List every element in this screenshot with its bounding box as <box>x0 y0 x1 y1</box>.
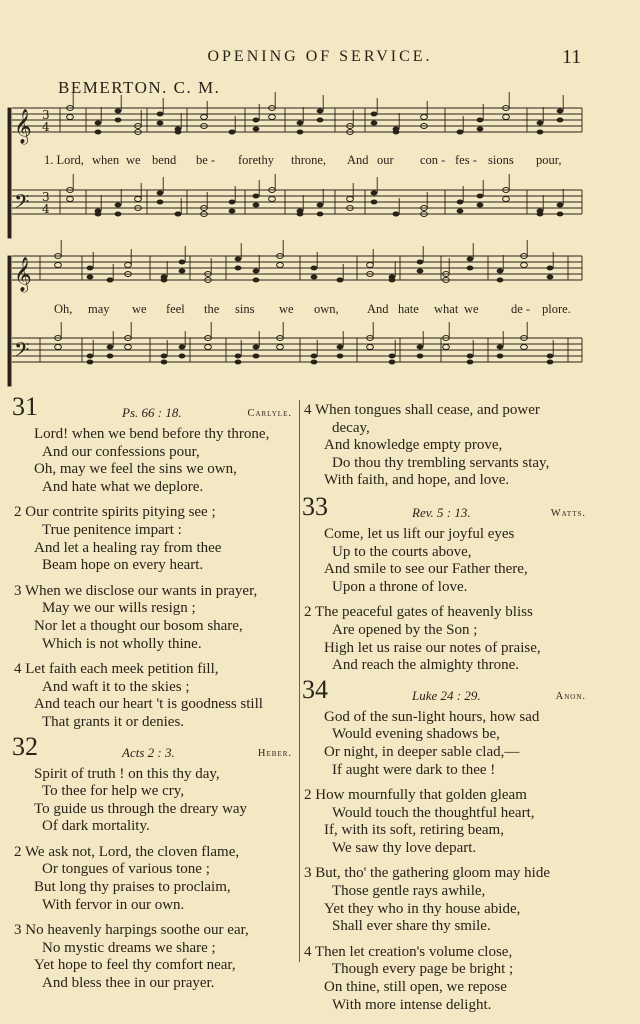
note-head <box>125 263 132 268</box>
note-head <box>371 191 378 196</box>
note-head <box>311 354 318 359</box>
note-head <box>161 278 168 283</box>
note-head <box>457 130 464 135</box>
note-head <box>477 203 484 208</box>
verse-line: 2 Our contrite spirits pitying see ; <box>14 504 216 521</box>
verse-line: Come, let us lift our joyful eyes <box>324 525 515 542</box>
note-head <box>253 345 260 350</box>
note-head <box>55 345 62 350</box>
verse-line: On thine, still open, we repose <box>324 979 507 996</box>
verse-line: And teach our heart 't is goodness still <box>34 696 263 713</box>
note-head <box>125 345 132 350</box>
lyric-syllable: hate <box>398 302 419 316</box>
note-head <box>317 203 324 208</box>
hymn-number: 32 <box>12 731 38 761</box>
verse-line: Or tongues of various tone ; <box>42 861 210 878</box>
time-sig-top: 3 <box>42 108 50 122</box>
lyric-syllable: we <box>132 302 147 316</box>
note-head <box>311 360 318 365</box>
note-head <box>179 354 186 359</box>
lyric-syllable: feel <box>166 302 185 316</box>
verse-line: With faith, and hope, and love. <box>324 472 510 489</box>
note-head <box>95 212 102 217</box>
note-head <box>457 200 464 205</box>
lyric-syllable: we <box>126 153 141 167</box>
note-head <box>205 345 212 350</box>
bass-clef: 𝄢 <box>14 338 30 366</box>
note-head <box>317 118 324 123</box>
tune-title: BEMERTON. C. M. <box>58 78 221 97</box>
system-brace <box>8 108 11 238</box>
note-head <box>547 275 554 280</box>
verse-line: To thee for help we cry, <box>42 783 185 800</box>
note-head <box>157 121 164 126</box>
note-head <box>253 118 260 123</box>
note-head <box>557 118 564 123</box>
hymn-author: Carlyle. <box>247 408 292 419</box>
verse-line: 2 The peaceful gates of heavenly bliss <box>304 604 533 621</box>
note-head <box>135 197 142 202</box>
verse-line: And let a healing ray from thee <box>34 539 222 556</box>
verse-line: No mystic dreams we share ; <box>42 939 216 956</box>
note-head <box>115 212 122 217</box>
note-head <box>371 121 378 126</box>
note-head <box>229 209 236 214</box>
note-head <box>311 266 318 271</box>
hymn-number: 33 <box>302 491 328 521</box>
note-head <box>467 266 474 271</box>
verse-line: And smile to see our Father there, <box>324 561 528 578</box>
verse-line: And waft it to the skies ; <box>42 678 190 695</box>
scripture-reference: Acts 2 : 3. <box>122 744 175 760</box>
note-head <box>393 212 400 217</box>
note-head <box>253 194 260 199</box>
note-head <box>467 257 474 262</box>
verse-line: Lord! when we bend before thy throne, <box>34 426 270 442</box>
verse-line: 2 How mournfully that golden gleam <box>304 787 527 804</box>
note-head <box>297 130 304 135</box>
lyric-syllable: be - <box>196 153 216 167</box>
note-head <box>277 345 284 350</box>
note-head <box>389 354 396 359</box>
hymn-author: Anon. <box>555 690 586 702</box>
verse-line: We saw thy love depart. <box>332 839 477 856</box>
note-head <box>253 354 260 359</box>
lyric-syllable: the <box>204 302 220 316</box>
note-head <box>317 109 324 114</box>
note-head <box>95 121 102 126</box>
note-head <box>235 257 242 262</box>
time-sig-bottom: 4 <box>42 202 50 216</box>
lyric-syllable: when <box>92 153 120 167</box>
note-head <box>417 269 424 274</box>
hymn-number: 34 <box>302 674 328 704</box>
lyric-syllable: con - <box>420 153 446 167</box>
verse-line: With fervor in our own. <box>42 896 185 913</box>
note-head <box>253 278 260 283</box>
lyric-syllable: own, <box>314 302 339 316</box>
note-head <box>521 345 528 350</box>
verse-line: Are opened by the Son ; <box>332 621 478 638</box>
verse-line: 4 When tongues shall cease, and power <box>304 402 540 418</box>
note-head <box>537 212 544 217</box>
time-sig-top: 3 <box>42 190 50 204</box>
verse-line: Nor let a thought our bosom share, <box>34 617 243 634</box>
note-head <box>175 212 182 217</box>
verse-line: And knowledge empty prove, <box>324 437 503 454</box>
note-head <box>157 191 164 196</box>
verse-line: Or night, in deeper sable clad,— <box>324 743 520 760</box>
note-head <box>367 263 374 268</box>
verse-line: 4 Let faith each meek petition fill, <box>14 661 219 678</box>
verse-line: 3 When we disclose our wants in prayer, <box>14 582 258 599</box>
right-column <box>304 402 586 1024</box>
verse-line: Would touch the thoughtful heart, <box>332 804 535 821</box>
note-head <box>175 130 182 135</box>
verse-line: 2 We ask not, Lord, the cloven flame, <box>14 843 240 860</box>
verse-line: And our confessions pour, <box>42 443 200 460</box>
note-head <box>337 278 344 283</box>
note-head <box>537 130 544 135</box>
lyric-syllable: de - <box>511 302 531 316</box>
note-head <box>389 360 396 365</box>
note-head <box>311 275 318 280</box>
note-head <box>497 354 504 359</box>
note-head <box>337 345 344 350</box>
verse-line: But long thy praises to proclaim, <box>34 879 231 896</box>
running-head: OPENING OF SERVICE. <box>207 48 433 65</box>
verse-line: And hate what we deplore. <box>42 478 204 495</box>
verse-line: Of dark mortality. <box>42 818 150 835</box>
note-head <box>557 203 564 208</box>
verse-line: May we our wills resign ; <box>42 600 196 617</box>
note-head <box>107 345 114 350</box>
note-head <box>229 200 236 205</box>
treble-clef: 𝄞 <box>14 109 32 144</box>
note-head <box>547 360 554 365</box>
verse-line: Yet they who in thy house abide, <box>324 900 521 917</box>
hymn-number: 31 <box>12 392 38 421</box>
scripture-reference: Ps. 66 : 18. <box>122 405 182 420</box>
note-head <box>393 130 400 135</box>
note-head <box>389 278 396 283</box>
note-head <box>115 118 122 123</box>
verse-line: 3 No heavenly harpings soothe our ear, <box>14 922 249 939</box>
verse-line: Beam hope on every heart. <box>42 557 204 574</box>
note-head <box>157 200 164 205</box>
verse-line: And reach the almighty throne. <box>332 657 520 674</box>
verse-line: Do thou thy trembling servants stay, <box>332 454 550 471</box>
note-head <box>547 266 554 271</box>
note-head <box>521 263 528 268</box>
note-head <box>107 278 114 283</box>
note-head <box>477 127 484 132</box>
note-head <box>477 194 484 199</box>
lyric-syllable: may <box>88 302 110 316</box>
note-head <box>547 354 554 359</box>
bass-clef: 𝄢 <box>14 190 30 218</box>
hymn-heading <box>302 491 586 526</box>
lyric-syllable: thy <box>258 153 274 167</box>
verse-line: Upon a throne of love. <box>332 578 468 595</box>
note-head <box>503 197 510 202</box>
note-head <box>297 121 304 126</box>
note-head <box>253 127 260 132</box>
verse-line: Yet hope to feel thy comfort near, <box>34 957 236 974</box>
note-head <box>157 112 164 117</box>
verse-line: True penitence impart : <box>42 521 182 538</box>
scripture-reference: Luke 24 : 29. <box>412 687 481 703</box>
note-head <box>107 354 114 359</box>
note-head <box>371 112 378 117</box>
left-column <box>12 392 292 1003</box>
note-head <box>253 269 260 274</box>
lyric-syllable: pour, <box>536 153 562 167</box>
note-head <box>497 269 504 274</box>
verse-line: With more intense delight. <box>332 996 492 1013</box>
note-head <box>161 354 168 359</box>
lyric-syllable: sins <box>235 302 255 316</box>
verse-line: Those gentle rays awhile, <box>332 883 486 900</box>
verse-line: High let us raise our notes of praise, <box>324 639 541 656</box>
verse-line: If aught were dark to thee ! <box>332 761 496 778</box>
verse-line: To guide us through the dreary way <box>34 800 248 817</box>
verse-line: If, with its soft, retiring beam, <box>324 822 504 839</box>
note-head <box>179 260 186 265</box>
hymn-heading <box>12 731 292 766</box>
note-head <box>235 354 242 359</box>
lyric-syllable: And <box>367 302 389 316</box>
note-head <box>367 345 374 350</box>
note-head <box>497 345 504 350</box>
note-head <box>297 212 304 217</box>
verse-line: 4 Then let creation's volume close, <box>304 943 513 960</box>
note-head <box>115 203 122 208</box>
note-head <box>477 118 484 123</box>
verse-line: God of the sun-light hours, how sad <box>324 708 540 725</box>
hymn-heading <box>12 392 292 426</box>
note-head <box>235 360 242 365</box>
scripture-reference: Rev. 5 : 13. <box>412 504 471 520</box>
lyric-syllable: our <box>377 153 394 167</box>
verse-line: Though every page be bright ; <box>332 961 514 978</box>
note-head <box>417 354 424 359</box>
note-head <box>557 212 564 217</box>
note-head <box>87 266 94 271</box>
note-head <box>87 354 94 359</box>
verse-line: decay, <box>332 419 370 436</box>
note-head <box>457 209 464 214</box>
note-head <box>277 263 284 268</box>
note-head <box>537 121 544 126</box>
note-head <box>467 354 474 359</box>
note-head <box>371 200 378 205</box>
system-brace <box>8 256 11 386</box>
verse-line: And bless thee in our prayer. <box>42 975 215 992</box>
lyric-syllable: we <box>279 302 294 316</box>
note-head <box>467 360 474 365</box>
note-head <box>421 115 428 120</box>
verse-line: Which is not wholly thine. <box>42 635 202 652</box>
verse-line: 3 But, tho' the gathering gloom may hide <box>304 865 550 882</box>
treble-clef: 𝄞 <box>14 257 32 292</box>
verse-line: Would evening shadows be, <box>332 726 500 743</box>
note-head <box>269 115 276 120</box>
verse-line: Shall ever share thy smile. <box>332 918 491 935</box>
note-head <box>67 115 74 120</box>
lyric-syllable: plore. <box>542 302 571 316</box>
note-head <box>67 197 74 202</box>
note-head <box>87 275 94 280</box>
lyric-syllable: fore <box>238 153 259 167</box>
note-head <box>87 360 94 365</box>
note-head <box>95 130 102 135</box>
hymn-author: Watts. <box>550 507 586 519</box>
note-head <box>337 354 344 359</box>
verse-line: Oh, may we feel the sins we own, <box>34 461 237 478</box>
note-head <box>253 203 260 208</box>
note-head <box>497 278 504 283</box>
note-head <box>55 263 62 268</box>
note-head <box>179 269 186 274</box>
note-head <box>269 197 276 202</box>
music-score <box>0 0 640 400</box>
note-head <box>235 266 242 271</box>
verse-line: Up to the courts above, <box>332 543 472 560</box>
hymn-heading <box>302 674 586 709</box>
lyric-syllable: bend <box>152 153 177 167</box>
note-head <box>417 260 424 265</box>
verse-line: That grants it or denies. <box>42 713 185 730</box>
note-head <box>229 130 236 135</box>
note-head <box>557 109 564 114</box>
verse-line: Spirit of truth ! on this thy day, <box>34 765 220 782</box>
note-head <box>417 345 424 350</box>
lyric-syllable: fes - <box>455 153 477 167</box>
lyric-syllable: And <box>347 153 369 167</box>
note-head <box>317 212 324 217</box>
lyric-syllable: Oh, <box>54 302 73 316</box>
lyric-syllable: sions <box>488 153 514 167</box>
note-head <box>179 345 186 350</box>
note-head <box>115 109 122 114</box>
hymn-author: Heber. <box>257 747 292 759</box>
lyric-syllable: 1. Lord, <box>44 153 84 167</box>
time-sig-bottom: 4 <box>42 120 50 134</box>
column-divider <box>299 400 300 962</box>
note-head <box>347 197 354 202</box>
note-head <box>201 115 208 120</box>
lyric-syllable: throne, <box>291 153 327 167</box>
page-number: 11 <box>562 46 582 68</box>
lyric-syllable: what <box>434 302 459 316</box>
lyric-syllable: we <box>464 302 479 316</box>
note-head <box>443 345 450 350</box>
note-head <box>503 115 510 120</box>
note-head <box>161 360 168 365</box>
